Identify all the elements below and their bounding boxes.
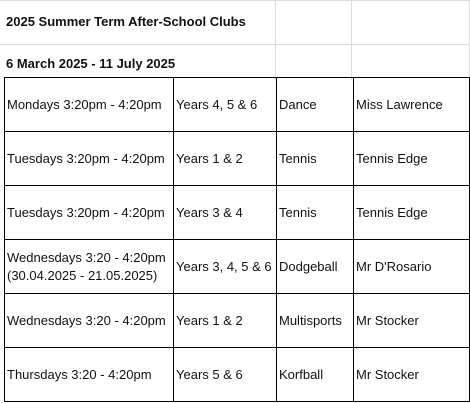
club-leader-cell: Mr D'Rosario <box>354 240 470 294</box>
club-name-cell: Korfball <box>277 348 354 402</box>
table-row <box>5 186 470 240</box>
year-groups-cell: Years 3 & 4 <box>174 186 277 240</box>
sheet-title: 2025 Summer Term After-School Clubs <box>6 14 246 29</box>
club-leader-cell: Tennis Edge <box>354 186 470 240</box>
table-row <box>5 78 470 132</box>
year-groups-cell: Years 5 & 6 <box>174 348 277 402</box>
clubs-table <box>4 77 470 402</box>
club-name-cell: Tennis <box>277 132 354 186</box>
club-name-cell: Dodgeball <box>277 240 354 294</box>
session-time-cell <box>5 132 174 186</box>
session-time: Mondays 3:20pm - 4:20pm <box>7 96 162 112</box>
table-row <box>5 348 470 402</box>
session-time-cell <box>5 240 174 294</box>
year-groups-cell: Years 3, 4, 5 & 6 <box>174 240 277 294</box>
session-date-range: (30.04.2025 - 21.05.2025) <box>7 267 158 283</box>
session-time-cell <box>5 186 174 240</box>
clubs-table-body <box>5 78 470 402</box>
session-time-cell <box>5 78 174 132</box>
year-groups-cell: Years 1 & 2 <box>174 294 277 348</box>
club-name-cell: Dance <box>277 78 354 132</box>
session-time-cell <box>5 294 174 348</box>
table-row <box>5 294 470 348</box>
session-time: Wednesdays 3:20 - 4:20pm <box>7 249 166 265</box>
session-time: Wednesdays 3:20 - 4:20pm <box>7 312 166 328</box>
session-time-cell <box>5 348 174 402</box>
club-name-cell: Tennis <box>277 186 354 240</box>
year-groups-cell: Years 1 & 2 <box>174 132 277 186</box>
club-leader-cell: Miss Lawrence <box>354 78 470 132</box>
session-time: Tuesdays 3:20pm - 4:20pm <box>7 150 165 166</box>
year-groups-cell: Years 4, 5 & 6 <box>174 78 277 132</box>
table-row <box>5 240 470 294</box>
session-time: Tuesdays 3:20pm - 4:20pm <box>7 204 165 220</box>
club-leader-cell: Mr Stocker <box>354 294 470 348</box>
session-time: Thursdays 3:20 - 4:20pm <box>7 366 152 382</box>
term-dates: 6 March 2025 - 11 July 2025 <box>6 56 176 71</box>
table-row <box>5 132 470 186</box>
club-leader-cell: Mr Stocker <box>354 348 470 402</box>
club-leader-cell: Tennis Edge <box>354 132 470 186</box>
club-name-cell: Multisports <box>277 294 354 348</box>
